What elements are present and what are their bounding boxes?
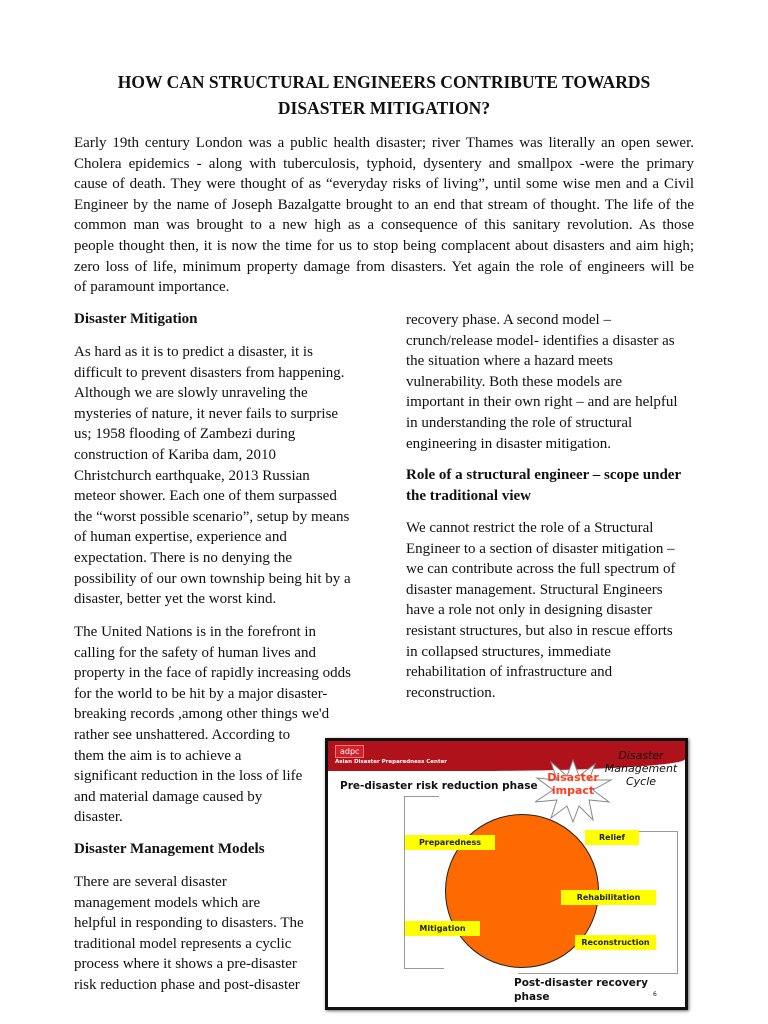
bracket-line (404, 796, 439, 797)
pre-phase-bracket (404, 796, 405, 968)
intro-paragraph (74, 133, 694, 298)
text-line: calling for the safety of human lives and (74, 644, 317, 661)
text-line: process where it shows a pre-disaster (74, 956, 297, 973)
text-line: phase (514, 991, 550, 1003)
bracket-line (404, 968, 444, 969)
text-line: common man was brought to a new high as a consequence of this sanitary revolution. As those (74, 217, 694, 234)
label-rehabilitation: Rehabilitation (561, 890, 656, 905)
paragraph (74, 872, 304, 996)
text-line: risk reduction phase and post-disaster (74, 976, 300, 993)
page-title (60, 69, 708, 121)
text-line: zero loss of life, minimum property damage from disasters. Yet again the role of engineers will be (74, 258, 694, 275)
text-line: the situation where a hazard meets (406, 353, 613, 370)
text-line: resistant structures, but also in rescue efforts (406, 622, 673, 639)
text-line: recovery phase. A second model – (406, 312, 611, 328)
text-line: property in the face of rapidly increasing odds (74, 665, 351, 682)
text-line: the “worst possible scenario”, setup by means (74, 508, 350, 525)
text-line: engineering in disaster mitigation. (406, 435, 611, 452)
heading-disaster-mitigation: Disaster Mitigation (74, 311, 198, 327)
post-phase-bracket (677, 831, 678, 973)
text-line: construction of Kariba dam, 2010 (74, 446, 277, 463)
text-line: disaster management. Structural Engineers (406, 581, 663, 598)
text-line: Early 19th century London was a public health disaster; river Thames was literally an open sewer. (74, 135, 694, 151)
text-line: difficult to prevent disasters from happening. (74, 364, 345, 381)
text-line: traditional model represents a cyclic (74, 935, 292, 952)
text-line: we can contribute across the full spectrum of (406, 561, 676, 578)
slide-number: 6 (653, 991, 657, 998)
text-line: reconstruction. (406, 684, 496, 701)
text-line: Christchurch earthquake, 2013 Russian (74, 467, 310, 484)
text-line: disaster, better yet the worst kind. (74, 591, 277, 608)
text-line: Although we are slowly unraveling the (74, 385, 308, 402)
text-line: have a role not only in designing disaster (406, 602, 653, 619)
label-mitigation: Mitigation (405, 921, 480, 936)
disaster-management-cycle-figure (325, 738, 688, 1010)
paragraph (74, 622, 351, 828)
pre-phase-label: Pre-disaster risk reduction phase (340, 780, 538, 792)
text-line: expectation. There is no denying the (74, 549, 292, 566)
text-line: Disaster (618, 749, 664, 762)
text-line: people thought then, it is now the time for us to stop being complacent about disasters and aim high; (74, 237, 694, 254)
label-relief: Relief (585, 830, 639, 845)
text-line: important in their own right – and are helpful (406, 394, 678, 411)
text-line: As hard as it is to predict a disaster, it is (74, 344, 313, 360)
text-line: impact (551, 784, 595, 797)
text-line: There are several disaster (74, 874, 227, 890)
text-line: Role of a structural engineer – scope under (406, 467, 682, 483)
org-name: Asian Disaster Preparedness Center (335, 759, 448, 765)
text-line: Cholera epidemics - along with tuberculosis, typhoid, dysentery and smallpox -were the primary (74, 155, 694, 172)
text-line: in collapsed structures, immediate (406, 643, 611, 660)
text-line: cause of death. They were thought of as “everyday risks of living”, until some wise men and a Civil (74, 176, 694, 193)
text-line: helpful in responding to disasters. The (74, 915, 304, 932)
text-line: meteor shower. Each one of them surpassed (74, 488, 337, 505)
text-line: for the world to be hit by a major disaster- (74, 685, 328, 702)
text-line: and material damage caused by (74, 788, 263, 805)
post-phase-label (514, 976, 648, 1004)
text-line: the traditional view (406, 487, 531, 504)
text-line: rather see unshattered. According to (74, 726, 291, 743)
text-line: management models which are (74, 894, 261, 911)
paragraph (406, 518, 676, 703)
text-line: mysteries of nature, it never fails to surprise (74, 405, 339, 422)
text-line: significant reduction in the loss of life (74, 768, 303, 785)
text-line: them the aim is to achieve a (74, 747, 242, 764)
text-line: Engineer by the name of Joseph Bazalgatte brought to an end that stream of thought. The life of the (74, 196, 694, 213)
text-line: HOW CAN STRUCTURAL ENGINEERS CONTRIBUTE TOWARDS (117, 72, 651, 92)
label-preparedness: Preparedness (405, 835, 495, 850)
text-line: breaking records ,among other things we'd (74, 706, 330, 723)
text-line: Cycle (625, 775, 657, 788)
text-line: us; 1958 flooding of Zambezi during (74, 426, 296, 443)
label-reconstruction: Reconstruction (575, 935, 656, 950)
text-line: DISASTER MITIGATION? (277, 98, 491, 118)
text-line: rehabilitation of infrastructure and (406, 664, 613, 681)
text-line: of paramount importance. (74, 279, 230, 296)
text-line: disaster. (74, 809, 123, 826)
text-line: vulnerability. Both these models are (406, 373, 623, 390)
text-line: We cannot restrict the role of a Structural (406, 520, 654, 536)
bracket-line (518, 973, 678, 974)
text-line: Post-disaster recovery (514, 977, 648, 989)
disaster-impact-label (543, 771, 603, 797)
text-line: of human expertise, experience and (74, 529, 287, 546)
heading-disaster-management-models: Disaster Management Models (74, 841, 265, 857)
text-line: Management (604, 762, 678, 775)
heading-role-of-structural-engineer (406, 465, 681, 506)
bracket-line (638, 831, 678, 832)
text-line: Engineer to a section of disaster mitigation – (406, 540, 675, 557)
adpc-logo: adpc (335, 745, 364, 758)
paragraph (74, 342, 351, 610)
text-line: possibility of our own township being hit by a (74, 570, 351, 587)
text-line: Disaster (547, 771, 599, 784)
text-line: crunch/release model- identifies a disaster as (406, 332, 675, 349)
text-line: in understanding the role of structural (406, 414, 633, 431)
text-line: The United Nations is in the forefront in (74, 624, 317, 640)
paragraph (406, 310, 678, 454)
